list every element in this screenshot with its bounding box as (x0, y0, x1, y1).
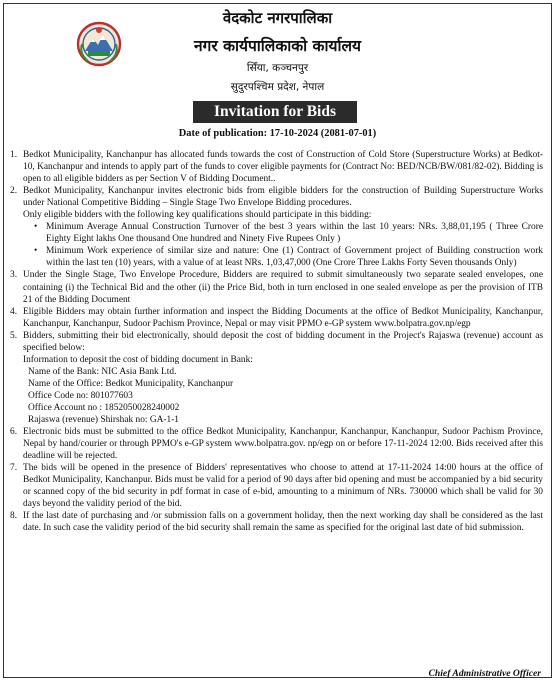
notice-body (10, 149, 543, 535)
bank-info-intro: Information to deposit the cost of bidding document in Bank: (23, 354, 253, 365)
item-number: 7. (10, 463, 18, 474)
bank-name: Name of the Bank: NIC Asia Bank Ltd. (28, 366, 177, 377)
list-item (10, 149, 543, 185)
item-number: 1. (10, 150, 18, 160)
item-text: Eligible Bidders may obtain further information and inspect the Bidding Documents at the office of Bedkot Municipality, Kanchanpur, Kanchanpur, Kanchanpur, Sudoor Pachism Province, Nepal or may visit PPMO e-GP system www.bolpatra.gov.np/egp (23, 306, 543, 329)
qualification-bullet (23, 221, 543, 245)
province-country: सुदुरपश्चिम प्रदेश, नेपाल (230, 81, 325, 93)
office-account: Office Account no : 1852050028240002 (28, 402, 180, 413)
item-text: If the last date of purchasing and /or submission falls on a government holiday, then the next working day shall be considered as the last date. In such case the validity period of the bid security shall remain the same as specified for the original last date of bid submission. (23, 511, 543, 534)
office-name: नगर कार्यपालिकाको कार्यालय (194, 37, 361, 55)
list-item (10, 462, 543, 510)
office-name-line: Name of the Office: Bedkot Municipality, Kanchanpur (28, 378, 234, 389)
office-code: Office Code no: 801077603 (28, 390, 133, 401)
municipality-name: वेदकोट नगरपालिका (222, 9, 333, 27)
list-item (10, 510, 543, 534)
publication-date: Date of publication: 17-10-2024 (2081-07-01) (178, 128, 377, 139)
item-number: 2. (10, 186, 18, 197)
bullet-icon: • (34, 246, 38, 257)
item-number: 4. (10, 306, 18, 317)
qualification-bullet (23, 245, 543, 269)
item-text: Bedkot Municipality, Kanchanpur has allocated funds towards the cost of Construction of Cold Store (Superstructure Works) at Bedkot-10, Kanchanpur and intends to apply part of the funds to cover eligible payments for (Contract No: BED/NCB/BW/081/82-02). Bidding is open to all eligible bidders as per Section V of Bidding Document.. (23, 150, 543, 185)
bullet-icon: • (34, 222, 38, 233)
list-item (10, 185, 543, 269)
notice-title: Invitation for Bids (193, 101, 357, 123)
list-item (10, 426, 543, 462)
bullet-text: Minimum Work experience of similar size and nature: One (1) Contract of Government project of Building construction work within the last ten (10) years, with a value of at least NRs. 1,03,47,000 (One Crore Three Lakhs Forty Seven thousands Only) (46, 246, 543, 269)
item-text: Bedkot Municipality, Kanchanpur invites electronic bids from eligible bidders for the construction of Building Superstructure Works under National Competitive Bidding – Single Stage Two Envelope Bidding procedures. (23, 186, 543, 209)
qualification-intro: Only eligible bidders with the following key qualifications should participate in this bidding: (23, 210, 372, 221)
item-number: 3. (10, 270, 18, 281)
bullet-text: Minimum Average Annual Construction Turnover of the best 3 years within the last 10 years: NRs. 3,88,01,195 ( Three Crore Eighty Eight lakhs One thousand One hundred and Ninety Five Rupees Only ) (46, 222, 543, 245)
list-item (10, 330, 543, 426)
item-text: Bidders, submitting their bid electronically, should deposit the cost of bidding document in the Project's Rajaswa (revenue) account as specified below: (23, 330, 543, 353)
item-text: The bids will be opened in the presence of Bidders' representatives who choose to attend at 17-11-2024 14:00 hours at the office of Bedkot Municipality, Kanchanpur. Bids must be valid for a period of 90 days after bid opening and must be accompanied by a bid security or scanned copy of the bid security in pdf format in case of e-bid, amounting to a minimum of NRs. 730000 which shall be valid for 30 days beyond the validity period of the bid. (23, 463, 543, 510)
office-location: सिँया, कञ्चनपुर (246, 62, 309, 74)
item-number: 8. (10, 511, 18, 522)
list-item (10, 306, 543, 330)
signature-title: Chief Administrative Officer (428, 668, 541, 679)
item-number: 5. (10, 330, 18, 341)
notice-page (3, 3, 552, 678)
revenue-heading: Rajaswa (revenue) Shirshak no: GA-1-1 (28, 415, 179, 426)
item-text: Electronic bids must be submitted to the office Bedkot Municipality, Kanchanpur, Kanchanpur, Kanchanpur, Sudoor Pachism Province, Nepal by hand/courier or through PPMO's e-GP system www.bolpatra.gov. np/egp on or before 17-11-2024 12:00. Bids received after this deadline will be rejected. (23, 427, 543, 462)
item-number: 6. (10, 427, 18, 438)
list-item (10, 269, 543, 305)
item-text: Under the Single Stage, Two Envelope Procedure, Bidders are required to submit simultaneously two separate sealed envelopes, one containing (i) the Technical Bid and the other (ii) the Price Bid, both in turn enclosed in one sealed envelope as per the provision of ITB 21 of the Bidding Document (23, 270, 543, 305)
